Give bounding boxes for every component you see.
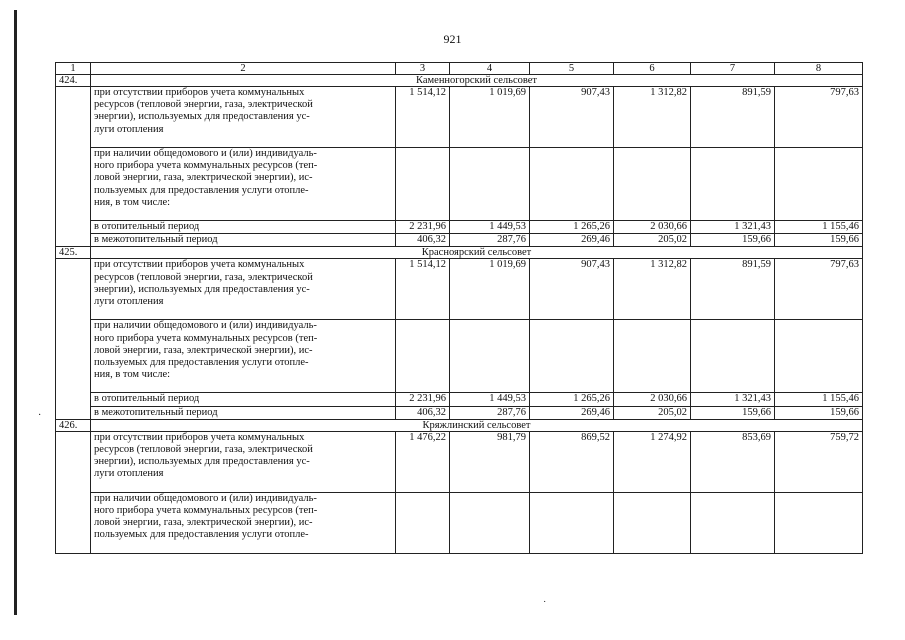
value-cell: 205,02 — [614, 234, 691, 247]
column-header: 4 — [450, 63, 530, 75]
row-description — [91, 320, 396, 393]
row-description — [91, 393, 396, 406]
value-cell: 205,02 — [614, 406, 691, 419]
value-cell — [691, 148, 775, 221]
value-cell — [614, 320, 691, 393]
table-row — [56, 406, 863, 419]
row-description — [91, 406, 396, 419]
value-cell — [691, 320, 775, 393]
row-description — [91, 259, 396, 320]
value-cell: 406,32 — [396, 234, 450, 247]
column-header: 5 — [530, 63, 614, 75]
table-row — [56, 234, 863, 247]
value-cell: 2 231,96 — [396, 393, 450, 406]
value-cell: 1 274,92 — [614, 431, 691, 492]
value-cell — [691, 492, 775, 553]
value-cell — [450, 148, 530, 221]
description-line: энергии), используемых для предоставления ус- — [94, 111, 310, 123]
description-line: ловой энергии, газа, электрической энергии), ис- — [94, 517, 313, 529]
description-line: при отсутствии приборов учета коммунальных — [94, 431, 305, 443]
description-line: ния, в том числе: — [94, 196, 171, 208]
table-row — [56, 259, 863, 320]
description-line: ресурсов (тепловой энергии, газа, электрической — [94, 444, 313, 456]
header-row — [56, 63, 863, 75]
value-cell: 1 265,26 — [530, 393, 614, 406]
number-cell-empty — [56, 431, 91, 553]
value-cell: 797,63 — [775, 259, 863, 320]
value-cell: 1 449,53 — [450, 393, 530, 406]
value-cell — [396, 320, 450, 393]
table-row — [56, 393, 863, 406]
description-line: в отопительный период — [94, 221, 200, 232]
description-line: луги отопления — [94, 468, 164, 480]
row-description — [91, 234, 396, 247]
column-header: 8 — [775, 63, 863, 75]
value-cell: 1 155,46 — [775, 221, 863, 234]
value-cell — [530, 492, 614, 553]
value-cell: 2 231,96 — [396, 221, 450, 234]
value-cell: 891,59 — [691, 87, 775, 148]
description-line: при наличии общедомового и (или) индивидуаль- — [94, 320, 317, 332]
table-row — [56, 148, 863, 221]
description-line: ресурсов (тепловой энергии, газа, электрической — [94, 271, 313, 283]
value-cell: 1 019,69 — [450, 87, 530, 148]
value-cell — [775, 320, 863, 393]
description-line: пользуемых для предоставления услуги отопле- — [94, 357, 309, 369]
value-cell: 1 514,12 — [396, 87, 450, 148]
value-cell — [450, 320, 530, 393]
description-line: ния, в том числе: — [94, 369, 171, 381]
description-line: энергии), используемых для предоставления ус- — [94, 283, 310, 295]
value-cell — [775, 148, 863, 221]
number-cell-empty — [56, 259, 91, 419]
value-cell: 1 476,22 — [396, 431, 450, 492]
value-cell: 406,32 — [396, 406, 450, 419]
section-row — [56, 419, 863, 431]
section-number: 426. — [56, 419, 91, 431]
value-cell: 2 030,66 — [614, 393, 691, 406]
section-name: Каменногорский сельсовет — [91, 75, 863, 87]
value-cell: 1 321,43 — [691, 393, 775, 406]
value-cell — [614, 148, 691, 221]
value-cell: 159,66 — [691, 406, 775, 419]
column-header: 2 — [91, 63, 396, 75]
row-description — [91, 148, 396, 221]
description-line: ного прибора учета коммунальных ресурсов (теп- — [94, 505, 318, 517]
value-cell: 269,46 — [530, 234, 614, 247]
value-cell — [530, 148, 614, 221]
value-cell: 1 312,82 — [614, 87, 691, 148]
description-line: в межотопительный период — [94, 234, 218, 246]
section-name: Кряжлинский сельсовет — [91, 419, 863, 431]
value-cell: 907,43 — [530, 87, 614, 148]
value-cell — [396, 148, 450, 221]
description-line: ного прибора учета коммунальных ресурсов (теп- — [94, 160, 318, 172]
description-line: при отсутствии приборов учета коммунальных — [94, 259, 305, 271]
description-line: при наличии общедомового и (или) индивидуаль- — [94, 148, 317, 159]
value-cell — [530, 320, 614, 393]
table-row — [56, 492, 863, 553]
description-line: в отопительный период — [94, 393, 200, 405]
value-cell — [614, 492, 691, 553]
section-row — [56, 247, 863, 259]
description-line: ресурсов (тепловой энергии, газа, электрической — [94, 99, 313, 111]
value-cell: 159,66 — [775, 234, 863, 247]
description-line: ловой энергии, газа, электрической энергии), ис- — [94, 344, 313, 356]
section-row — [56, 75, 863, 87]
column-header: 1 — [56, 63, 91, 75]
value-cell: 981,79 — [450, 431, 530, 492]
value-cell: 907,43 — [530, 259, 614, 320]
value-cell: 159,66 — [691, 234, 775, 247]
table-row — [56, 320, 863, 393]
description-line: в межотопительный период — [94, 406, 218, 418]
value-cell — [396, 492, 450, 553]
row-description — [91, 87, 396, 148]
value-cell: 797,63 — [775, 87, 863, 148]
value-cell: 1 321,43 — [691, 221, 775, 234]
value-cell: 159,66 — [775, 406, 863, 419]
number-cell-empty — [56, 87, 91, 247]
value-cell: 269,46 — [530, 406, 614, 419]
value-cell: 1 019,69 — [450, 259, 530, 320]
description-line: энергии), используемых для предоставления ус- — [94, 456, 310, 468]
value-cell: 1 514,12 — [396, 259, 450, 320]
value-cell: 759,72 — [775, 431, 863, 492]
description-line: пользуемых для предоставления услуги отопле- — [94, 184, 309, 196]
value-cell: 1 155,46 — [775, 393, 863, 406]
description-line: луги отопления — [94, 123, 164, 135]
page-edge-bar — [14, 10, 17, 615]
table-row — [56, 221, 863, 234]
tariff-table — [55, 62, 863, 554]
row-description — [91, 221, 396, 234]
value-cell: 2 030,66 — [614, 221, 691, 234]
table-row — [56, 431, 863, 492]
value-cell: 287,76 — [450, 406, 530, 419]
value-cell: 891,59 — [691, 259, 775, 320]
value-cell — [450, 492, 530, 553]
scan-speck: ˙ — [543, 600, 547, 611]
section-name: Красноярский сельсовет — [91, 247, 863, 259]
description-line: при наличии общедомового и (или) индивидуаль- — [94, 492, 317, 504]
value-cell: 1 449,53 — [450, 221, 530, 234]
section-number: 424. — [56, 75, 91, 87]
value-cell: 869,52 — [530, 431, 614, 492]
scan-speck: · — [38, 410, 42, 421]
description-line: при отсутствии приборов учета коммунальных — [94, 87, 305, 98]
table-body — [56, 63, 863, 554]
column-header: 6 — [614, 63, 691, 75]
value-cell: 287,76 — [450, 234, 530, 247]
section-number: 425. — [56, 247, 91, 259]
column-header: 7 — [691, 63, 775, 75]
description-line: ловой энергии, газа, электрической энергии), ис- — [94, 172, 313, 184]
page-number: 921 — [443, 32, 462, 46]
row-description — [91, 431, 396, 492]
row-description — [91, 492, 396, 553]
value-cell: 1 312,82 — [614, 259, 691, 320]
value-cell: 853,69 — [691, 431, 775, 492]
description-line: ного прибора учета коммунальных ресурсов (теп- — [94, 332, 318, 344]
column-header: 3 — [396, 63, 450, 75]
value-cell — [775, 492, 863, 553]
description-line: пользуемых для предоставления услуги отопле- — [94, 529, 309, 541]
value-cell: 1 265,26 — [530, 221, 614, 234]
description-line: луги отопления — [94, 296, 164, 308]
table-row — [56, 87, 863, 148]
